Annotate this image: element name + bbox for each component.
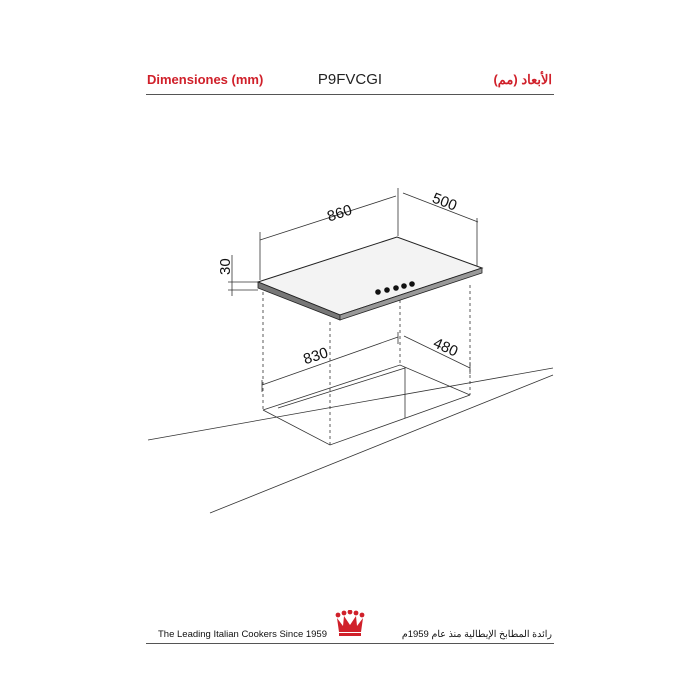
cutout-inner-back (278, 368, 405, 408)
label-cutout-width: 830 (301, 344, 331, 369)
model-number: P9FVCGI (317, 71, 383, 88)
countertop-front-edge (210, 375, 553, 513)
label-hob-height: 30 (217, 258, 234, 275)
knob-icon (401, 283, 407, 289)
hob-top-surface (258, 237, 482, 315)
tagline-en: The Leading Italian Cookers Since 1959 (158, 629, 328, 640)
knob-icon (384, 287, 390, 293)
knob-icon (393, 285, 399, 291)
footer-divider (146, 643, 554, 644)
countertop-back-edge (148, 368, 553, 440)
knob-icon (375, 289, 381, 295)
label-cutout-depth: 480 (430, 334, 461, 361)
label-hob-width: 860 (325, 201, 355, 226)
knob-icon (409, 281, 415, 287)
tagline-ar: رائدة المطابخ الإيطالية منذ عام 1959م (401, 629, 552, 640)
crown-icon (334, 610, 366, 640)
label-hob-depth: 500 (429, 189, 460, 215)
title-dimensions-en: Dimensiones (mm) (147, 72, 264, 87)
title-dimensions-ar: الأبعاد (مم) (493, 72, 552, 87)
cutout-front-edge (263, 395, 470, 445)
